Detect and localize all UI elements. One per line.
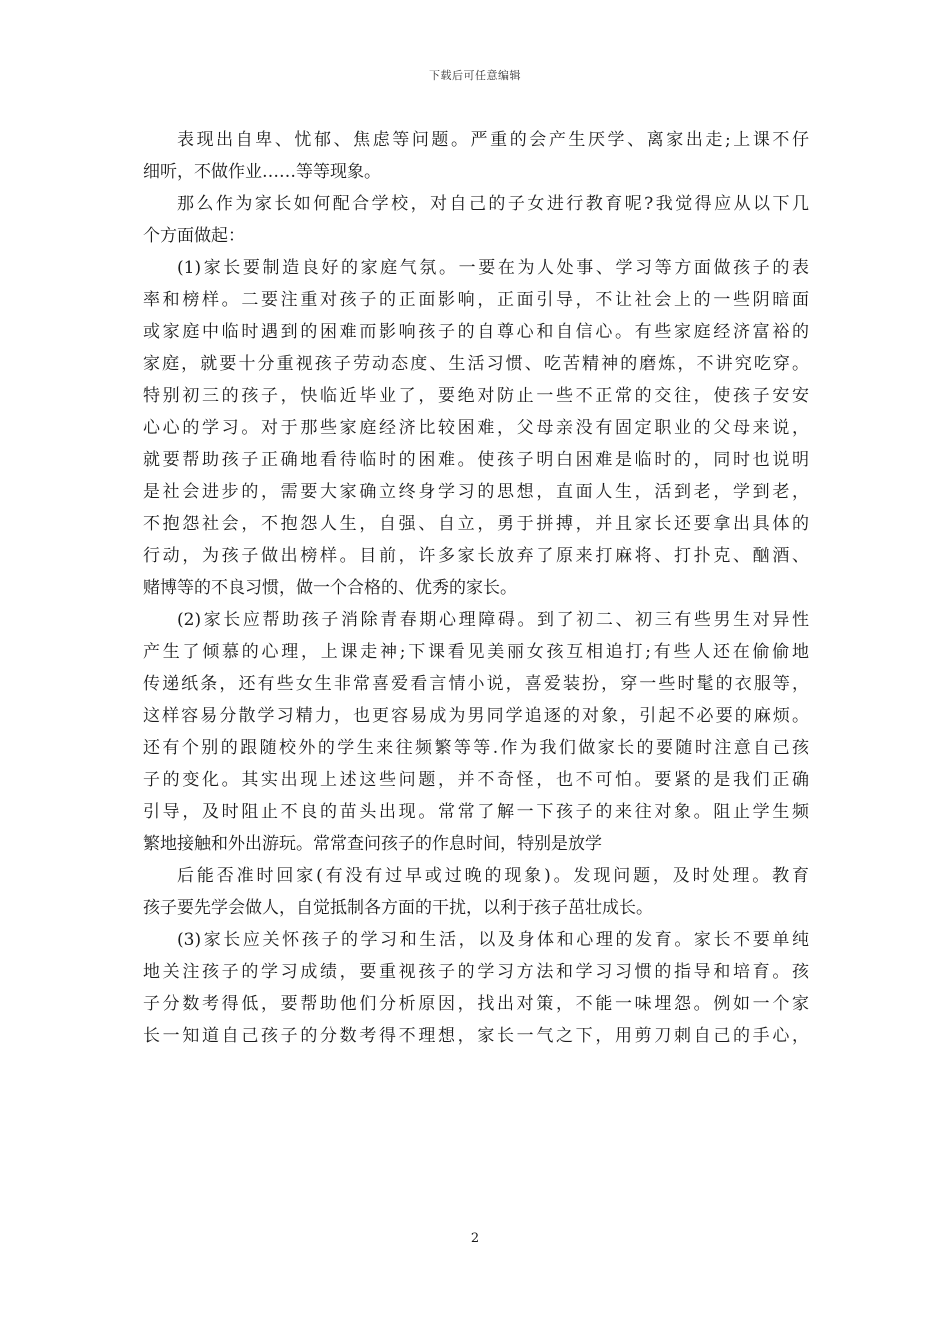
text-line: 地关注孩子的学习成绩，要重视孩子的学习方法和学习习惯的指导和培育。孩 [143, 962, 809, 982]
paragraph [143, 252, 809, 604]
text-line: 个方面做起： [143, 226, 245, 246]
text-line: 后能否准时回家(有没有过早或过晚的现象)。发现问题，及时处理。教育 [177, 866, 809, 886]
text-line: 繁地接触和外出游玩。常常查问孩子的作息时间，特别是放学 [143, 834, 602, 854]
text-line: (1)家长要制造良好的家庭气氛。一要在为人处事、学习等方面做孩子的表 [177, 258, 809, 278]
text-line: (2)家长应帮助孩子消除青春期心理障碍。到了初二、初三有些男生对异性 [177, 610, 809, 630]
text-line: 细听，不做作业……等等现象。 [143, 162, 381, 182]
text-line: 子分数考得低，要帮助他们分析原因，找出对策，不能一味埋怨。例如一个家 [143, 994, 809, 1014]
text-line: 表现出自卑、忧郁、焦虑等问题。严重的会产生厌学、离家出走;上课不仔 [177, 130, 809, 150]
paragraph [143, 860, 809, 924]
text-line: 产生了倾慕的心理，上课走神;下课看见美丽女孩互相追打;有些人还在偷偷地 [143, 642, 809, 662]
text-line: 不抱怨社会，不抱怨人生，自强、自立，勇于拼搏，并且家长还要拿出具体的 [143, 514, 809, 534]
text-line: 还有个别的跟随校外的学生来往频繁等等.作为我们做家长的要随时注意自己孩 [143, 738, 809, 758]
text-line: 长一知道自己孩子的分数考得不理想，家长一气之下，用剪刀刺自己的手心， [143, 1026, 809, 1046]
text-line: 传递纸条，还有些女生非常喜爱看言情小说，喜爱装扮，穿一些时髦的衣服等， [143, 674, 809, 694]
text-line: 家庭，就要十分重视孩子劳动态度、生活习惯、吃苦精神的磨炼，不讲究吃穿。 [143, 354, 809, 374]
text-line: 率和榜样。二要注重对孩子的正面影响，正面引导，不让社会上的一些阴暗面 [143, 290, 809, 310]
text-line: 子的变化。其实出现上述这些问题，并不奇怪，也不可怕。要紧的是我们正确 [143, 770, 809, 790]
paragraph [143, 124, 809, 188]
text-line: 特别初三的孩子，快临近毕业了，要绝对防止一些不正常的交往，使孩子安安 [143, 386, 809, 406]
text-line: (3)家长应关怀孩子的学习和生活，以及身体和心理的发育。家长不要单纯 [177, 930, 809, 950]
text-line: 就要帮助孩子正确地看待临时的困难。使孩子明白困难是临时的，同时也说明 [143, 450, 809, 470]
text-line: 是社会进步的，需要大家确立终身学习的思想，直面人生，活到老，学到老， [143, 482, 809, 502]
paragraph [143, 604, 809, 860]
page-number: 2 [470, 1231, 480, 1246]
page-header: 下载后可任意编辑 [429, 69, 521, 82]
paragraph [143, 924, 809, 1052]
text-line: 或家庭中临时遇到的困难而影响孩子的自尊心和自信心。有些家庭经济富裕的 [143, 322, 809, 342]
text-line: 那么作为家长如何配合学校，对自己的子女进行教育呢?我觉得应从以下几 [177, 194, 809, 214]
text-line: 行动，为孩子做出榜样。目前，许多家长放弃了原来打麻将、打扑克、酗酒、 [143, 546, 809, 566]
text-line: 引导，及时阻止不良的苗头出现。常常了解一下孩子的来往对象。阻止学生频 [143, 802, 809, 822]
text-line: 赌博等的不良习惯，做一个合格的、优秀的家长。 [143, 578, 517, 598]
document-body [143, 124, 809, 1052]
paragraph [143, 188, 809, 252]
text-line: 这样容易分散学习精力，也更容易成为男同学追逐的对象，引起不必要的麻烦。 [143, 706, 809, 726]
text-line: 孩子要先学会做人，自觉抵制各方面的干扰，以利于孩子茁壮成长。 [143, 898, 653, 918]
text-line: 心心的学习。对于那些家庭经济比较困难，父母亲没有固定职业的父母来说， [143, 418, 809, 438]
